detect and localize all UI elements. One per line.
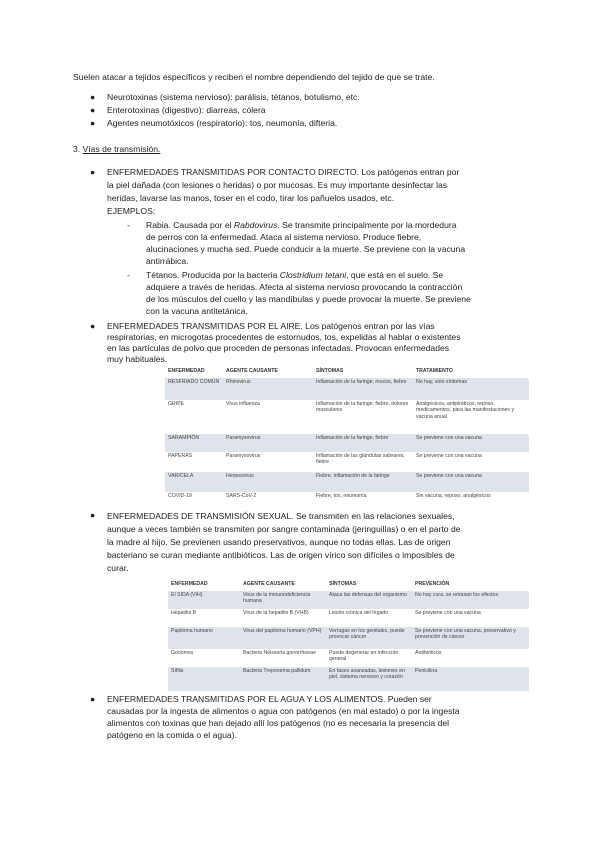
table-header: PREVENCIÓN <box>415 581 450 587</box>
bullet-dot: ● <box>90 694 96 704</box>
rabia-post: . Se transmite principalmente por la mordedura <box>277 220 457 230</box>
table-cell: Verrugas en los genitales, puede provocar cáncer <box>326 627 412 649</box>
water-line: ENFERMEDADES TRANSMITIDAS POR EL AGUA Y LOS ALIMENTOS. Pueden ser <box>107 694 432 704</box>
table-row <box>168 627 529 649</box>
table-cell: VARICELA <box>165 472 223 492</box>
table-cell: Se previene con una vacuna <box>413 472 529 492</box>
table-cell: Se previene con una vacuna <box>416 452 482 459</box>
dash-marker: - <box>127 270 130 280</box>
water-line: alimentos con toxinas que han dejado allí los patógenos (no es necesaria la presencia del <box>107 718 450 728</box>
table-cell: Virus influenza <box>226 400 260 407</box>
tetanos-line: de los músculos del cuello y las mandíbulas y puede provocar la muerte. Se previene <box>146 294 471 304</box>
table-row <box>168 609 529 627</box>
table-cell: SARS-CoV-2 <box>226 492 257 499</box>
table-cell: Inflamación de la faringe, mocos, fiebre <box>313 378 413 400</box>
table-cell: Bacteria Neisseria gonorrhoeae <box>243 649 316 656</box>
table-cell: Inflamación de la faringe, fiebre <box>313 434 413 452</box>
rabia-line: antirrábica. <box>146 256 189 266</box>
table-header-row <box>168 578 529 591</box>
table-cell: Virus de la inmunodeficiencia humana <box>240 591 326 609</box>
table-cell: Hepatitis B <box>171 609 197 616</box>
air-diseases-table <box>165 365 529 510</box>
table-header: AGENTE CAUSANTE <box>243 581 295 587</box>
contact-line: heridas, lavarse las manos, toser en el codo, tirar los pañuelos usados, etc. <box>107 193 395 203</box>
sti-table <box>168 578 529 691</box>
table-row <box>165 400 529 434</box>
table-cell: Fiebre, inflamación de la faringe <box>313 472 413 492</box>
table-cell: Paramyxovirus <box>226 452 261 459</box>
table-cell: En fases avanzadas, lesiones en piel, sistema nervioso y corazón <box>326 667 412 691</box>
sexual-line: ENFERMEDADES DE TRANSMISIÓN SEXUAL. Se transmiten en las relaciones sexuales, <box>107 511 455 521</box>
table-header: ENFERMEDAD <box>168 368 205 374</box>
table-cell: GRIPE <box>168 400 185 407</box>
table-header-row <box>165 365 529 378</box>
bullet-dot: ● <box>90 105 96 115</box>
table-cell: Virus de la hepatitis B (VHB) <box>243 609 309 616</box>
table-cell: Inflamación de las glándulas salivares, fiebre <box>316 452 405 465</box>
table-cell: Ataca las defensas del organismo <box>326 591 412 609</box>
water-line: causadas por la ingesta de alimentos o agua con patógenos (en mal estado) o por la ingesta <box>107 706 460 716</box>
table-cell: Sin vacuna, reposo, analgésicos <box>416 492 491 499</box>
bullet-dot: ● <box>90 118 96 128</box>
sexual-line: bacteriano se curan mediante antibióticos. Las de origen vírico son difíciles o imposibles de <box>107 550 455 560</box>
examples-label: EJEMPLOS: <box>107 206 156 216</box>
toxin-item: Enterotoxinas (digestivo): diarreas, cólera <box>107 105 266 115</box>
table-cell: PAPERAS <box>168 452 193 459</box>
bullet-dot: ● <box>90 92 96 102</box>
table-cell: Rhinovirus <box>223 378 313 400</box>
example-tetanos <box>146 270 518 281</box>
table-cell: Fiebre, tos, neumonía <box>316 492 367 499</box>
dash-marker: - <box>127 220 130 230</box>
table-header: SÍNTOMAS <box>316 368 344 374</box>
sexual-line: curar. <box>107 563 129 573</box>
example-rabia <box>146 220 518 231</box>
table-cell: Se previene con una vacuna, preservativo y prevención de cáncer <box>412 627 529 649</box>
table-header: SÍNTOMAS <box>329 581 357 587</box>
air-line: ENFERMEDADES TRANSMITIDAS POR EL AIRE. Los patógenos entran por las vías <box>107 321 435 331</box>
table-header: ENFERMEDAD <box>171 581 208 587</box>
table-cell: El SIDA (VIH) <box>168 591 240 609</box>
table-cell: Bacteria Treponema pallidum <box>240 667 326 691</box>
table-cell: Sífilis <box>168 667 240 691</box>
table-row <box>165 452 529 472</box>
air-line: en las partículas de polvo que proceden de personas infectadas. Provocan enfermedades <box>107 343 450 353</box>
table-row <box>165 434 529 452</box>
toxin-item: Neurotoxinas (sistema nervioso): parálisis, tétanos, botulismo, etc. <box>107 92 360 102</box>
table-row <box>168 591 529 609</box>
tetanos-line: adquiere a través de heridas. Afecta al sistema nervioso provocando la contracción <box>146 282 463 292</box>
table-cell: RESFRIADO COMÚN <box>165 378 223 400</box>
section-title: Vías de transmisión. <box>82 144 161 154</box>
tetanos-agent: Clostridium tetani <box>279 270 347 280</box>
table-cell: Papiloma humano <box>168 627 240 649</box>
toxin-item: Agentes neumotóxicos (respiratorio): tos, neumonía, difteria. <box>107 118 338 128</box>
table-cell: COVID-19 <box>168 492 192 499</box>
bullet-dot: ● <box>90 167 96 177</box>
table-row <box>165 472 529 492</box>
table-header: TRATAMIENTO <box>416 368 453 374</box>
rabia-agent: Rabdovirus <box>233 220 278 230</box>
table-cell: Inflamación de la faringe, fiebre, dolores musculares <box>316 400 409 413</box>
table-cell: Paramyxovirus <box>223 434 313 452</box>
section-heading <box>73 144 160 155</box>
table-cell: SARAMPIÓN <box>165 434 223 452</box>
section-number: 3. <box>73 144 81 154</box>
table-row <box>165 378 529 400</box>
table-cell: Herpesvirus <box>223 472 313 492</box>
water-line: patógeno en la comida o el agua). <box>107 730 237 740</box>
tetanos-line: con la vacuna antitetánica. <box>146 306 248 316</box>
bullet-dot: ● <box>90 321 96 331</box>
contact-line: ENFERMEDADES TRANSMITIDAS POR CONTACTO DIRECTO. Los patógenos entran por <box>107 167 460 177</box>
table-cell: Virus del papiloma humano (VPH) <box>240 627 326 649</box>
table-cell: Puede degenerar en infección general <box>329 649 399 662</box>
sexual-line: la madre al hijo. Se previenen usando preservativos, aunque no todas ellas. Las de origen <box>107 537 451 547</box>
table-row <box>165 492 529 510</box>
table-cell: Penicilina <box>412 667 529 691</box>
tetanos-post: , que está en el suelo. Se <box>346 270 444 280</box>
bullet-dot: ● <box>90 510 96 520</box>
intro-text: Suelen atacar a tejidos específicos y reciben el nombre dependiendo del tejido de que se trate. <box>73 72 435 82</box>
table-cell: Analgésicos, antipiréticos, reposo, medicamentos, para las manifestaciones y vacuna anual <box>416 400 515 420</box>
table-cell: Lesión crónica del hígado <box>329 609 389 616</box>
air-line: respiratorias, en microgotas procedentes de estornudos, tos, expelidas al hablar o existentes <box>107 332 461 342</box>
table-cell: Antibióticos <box>415 649 442 656</box>
table-cell: No hay cura, se retrasan los efectos <box>412 591 529 609</box>
rabia-line: alucinaciones y mucha sed. Puede conducir a la muerte. Se previene con la vacuna <box>146 244 466 254</box>
table-row <box>168 667 529 691</box>
table-cell: Gonorrea <box>171 649 193 656</box>
rabia-pre: Rabia. Causada por el <box>146 220 234 230</box>
table-header: AGENTE CAUSANTE <box>226 368 278 374</box>
tetanos-pre: Tétanos. Producida por la bacteria <box>146 270 280 280</box>
sexual-line: aunque a veces también se transmiten por sangre contaminada (jeringuillas) o en el parto de <box>107 524 461 534</box>
contact-line: la piel dañada (con lesiones o heridas) o por mucosas. Es muy importante desinfectar las <box>107 180 448 190</box>
table-row <box>168 649 529 667</box>
rabia-line: de perros con la enfermedad. Ataca al sistema nervioso. Produce fiebre, <box>146 232 422 242</box>
table-cell: No hay, solo síntomas <box>413 378 529 400</box>
air-line: muy habituales. <box>107 354 168 364</box>
table-cell: Se previene con una vacuna <box>415 609 481 616</box>
table-cell: Se previene con una vacuna <box>413 434 529 452</box>
